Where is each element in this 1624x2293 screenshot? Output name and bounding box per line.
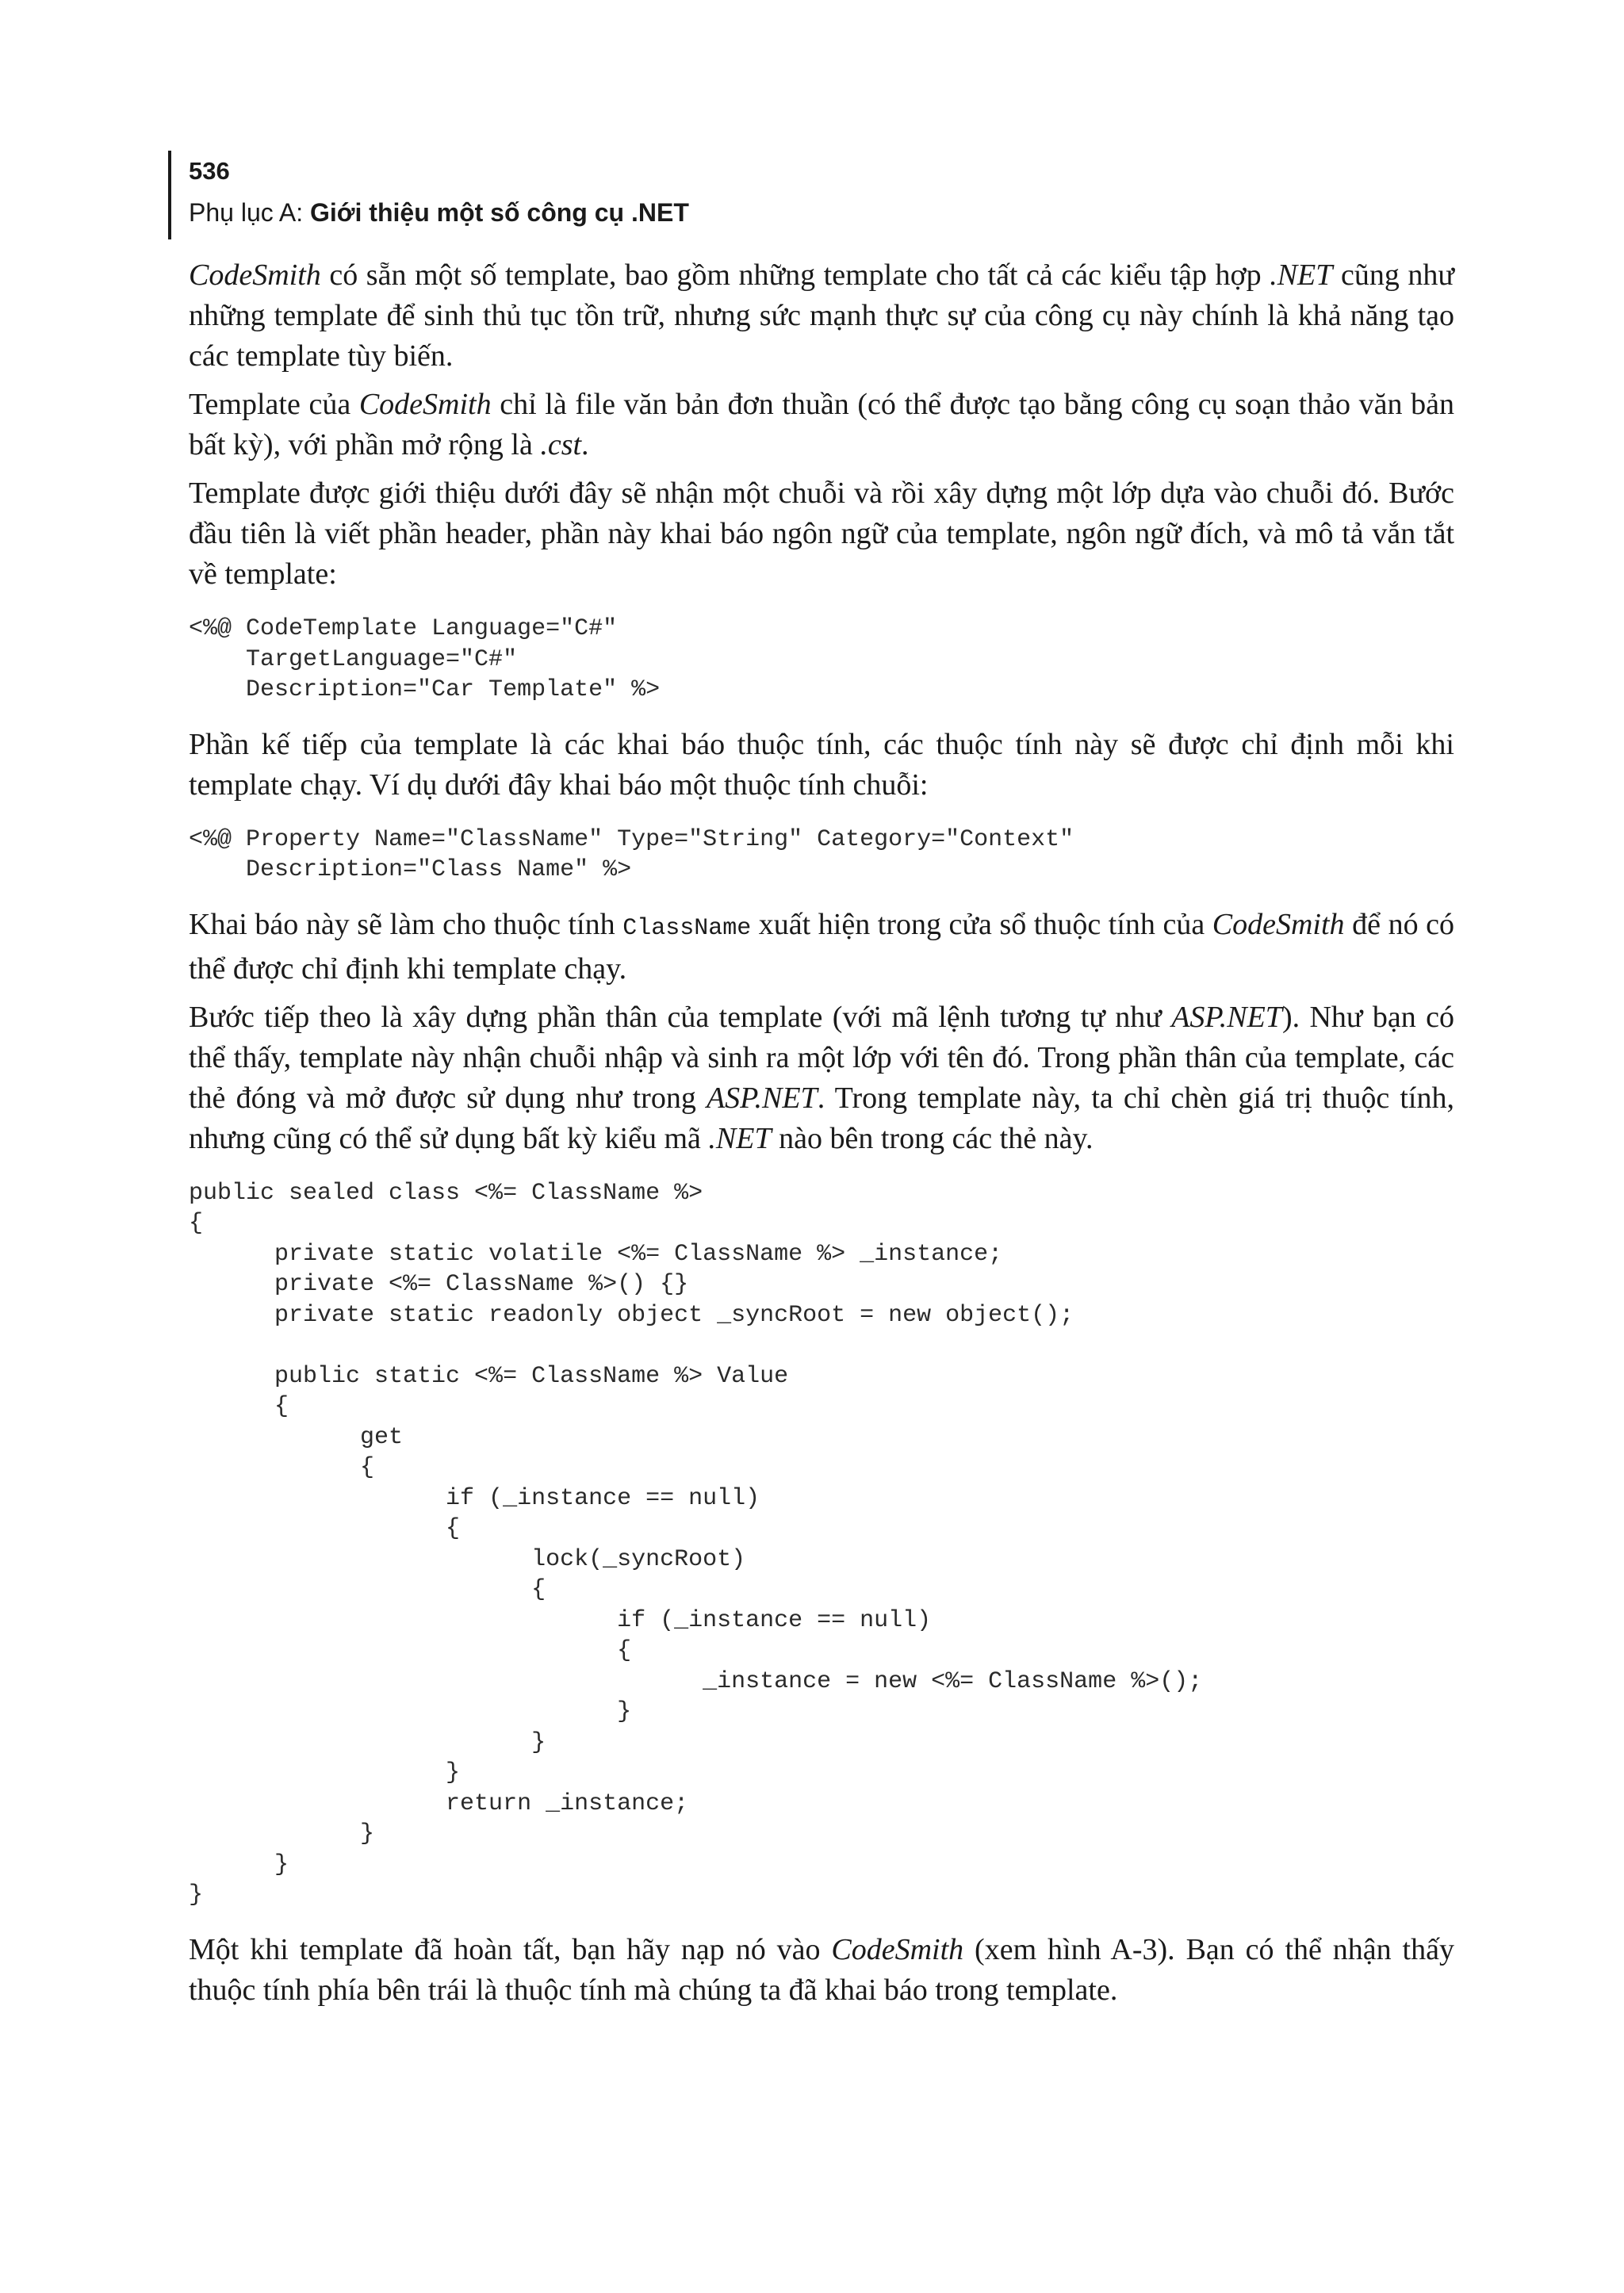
paragraph-header-step: Template được giới thiệu dưới đây sẽ nhận một chuỗi và rồi xây dựng một lớp dựa vào chuỗi đó. Bước đầu tiên là viết phần header, phần này khai báo ngôn ngữ của template, ngôn ngữ đích, và mô tả vắn tắt về template:	[189, 477, 1454, 591]
paragraph-text: .	[581, 428, 589, 461]
paragraph-text: Bước tiếp theo là xây dựng phần thân của template (với mã lệnh tương tự như	[189, 1000, 1172, 1034]
paragraph-text: Khai báo này sẽ làm cho thuộc tính	[189, 907, 623, 941]
paragraph-property-step: Phần kế tiếp của template là các khai báo thuộc tính, các thuộc tính này sẽ được chỉ định mỗi khi template chạy. Ví dụ dưới đây khai báo một thuộc tính chuỗi:	[189, 727, 1454, 802]
paragraph-text: (xem hình A-3). Bạn có thể nhận thấy thuộc tính phía bên trái là thuộc tính mà chúng ta đã khai báo trong template.	[189, 1932, 1454, 2007]
term-aspnet: ASP.NET	[1171, 1000, 1282, 1034]
paragraph-text: . Trong template này, ta chỉ chèn giá trị thuộc tính, nhưng cũng có thể sử dụng bất kỳ kiểu mã	[189, 1081, 1454, 1155]
chapter-name: Giới thiệu một số công cụ .NET	[309, 198, 689, 227]
term-codesmith: CodeSmith	[831, 1932, 964, 1966]
code-block-property: <%@ Property Name="ClassName" Type="String" Category="Context" Description="Class Name" %>	[189, 825, 1074, 883]
page-number: 536	[189, 157, 230, 185]
paragraph-text: nào bên trong các thẻ này.	[771, 1121, 1094, 1155]
page-content	[189, 255, 1454, 2019]
code-block-class: public sealed class <%= ClassName %> { private static volatile <%= ClassName %> _instance; private <%= ClassName %>() {} private static readonly object _syncRoot = new object(); public static <%= ClassName %> Value { get { if (_instance == null) { lock(_syncRoot) { if (_instance == null) { _instance = new <%= ClassName %>(); } } } return _instance; } } }	[189, 1179, 1203, 1908]
paragraph-text: có sẵn một số template, bao gồm những template cho tất cả các kiểu tập hợp	[320, 258, 1270, 292]
paragraph-load-template	[189, 1930, 1454, 2011]
header-rule	[168, 151, 171, 239]
chapter-title	[189, 197, 689, 228]
paragraph-body-step	[189, 997, 1454, 1159]
term-aspnet: ASP.NET	[706, 1081, 818, 1115]
paragraph-template-file	[189, 385, 1454, 465]
term-codesmith: CodeSmith	[1212, 907, 1345, 941]
term-dotnet: .NET	[1270, 258, 1333, 292]
paragraph-text: Một khi template đã hoàn tất, bạn hãy nạp nó vào	[189, 1932, 832, 1966]
term-codesmith: CodeSmith	[358, 388, 492, 421]
paragraph-property-effect	[189, 905, 1454, 990]
paragraph-text: để nó có thể được chỉ định khi template chạy.	[189, 907, 1454, 986]
paragraph-text: chỉ là file văn bản đơn thuần (có thể được tạo bằng công cụ soạn thảo văn bản bất kỳ), với phần mở rộng là	[189, 388, 1454, 461]
paragraph-text: cũng như những template để sinh thủ tục tồn trữ, nhưng sức mạnh thực sự của công cụ này chính là khả năng tạo các template tùy biến.	[189, 258, 1454, 373]
paragraph-text: ). Như bạn có thể thấy, template này nhận chuỗi nhập và sinh ra một lớp với tên đó. Trong phần thân của template, các thẻ đóng và mở được sử dụng như trong	[189, 1000, 1454, 1115]
chapter-prefix: Phụ lục A:	[189, 198, 310, 227]
inline-code-classname: ClassName	[622, 914, 752, 942]
paragraph-intro	[189, 255, 1454, 377]
term-cst-extension: .cst	[540, 428, 582, 461]
term-codesmith: CodeSmith	[189, 258, 321, 292]
paragraph-text: Template của	[189, 388, 359, 421]
paragraph-text: xuất hiện trong cửa sổ thuộc tính của	[751, 907, 1212, 941]
term-dotnet: .NET	[708, 1121, 772, 1155]
code-block-header: <%@ CodeTemplate Language="C#" TargetLanguage="C#" Description="Car Template" %>	[189, 615, 661, 703]
